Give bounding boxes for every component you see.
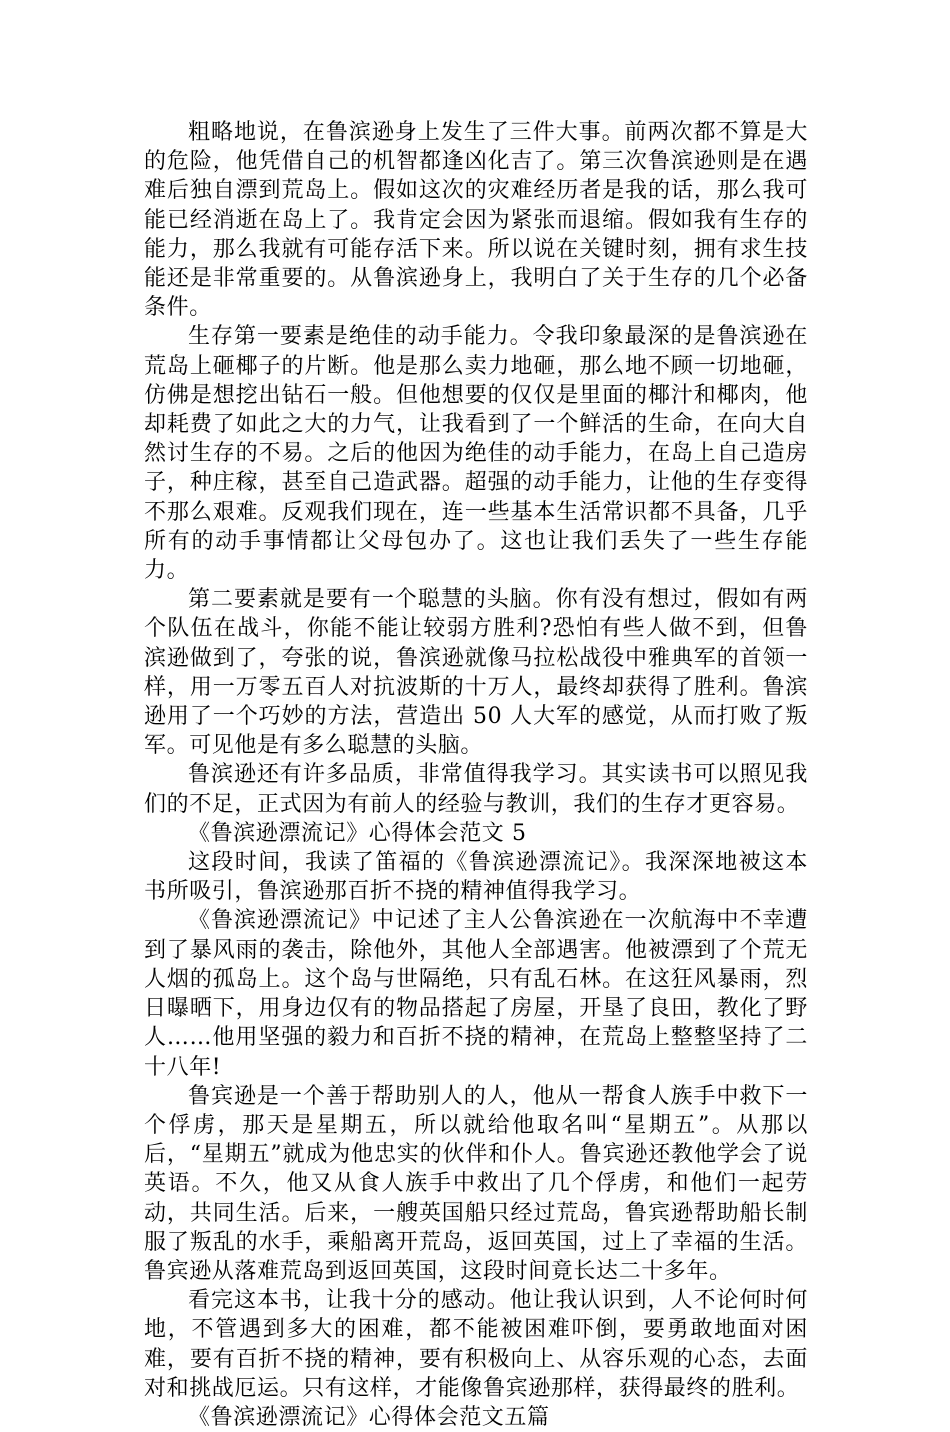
- paragraph: 鲁滨逊还有许多品质，非常值得我学习。其实读书可以照见我们的不足，正式因为有前人的经验与教训，我们的生存才更容易。: [144, 762, 808, 817]
- paragraph: 第二要素就是要有一个聪慧的头脑。你有没有想过，假如有两个队伍在战斗，你能不能让较弱方胜利?恐怕有些人做不到，但鲁滨逊做到了，夸张的说，鲁滨逊就像马拉松战役中雅典军的首领一样，用一万零五百人对抗波斯的十万人，最终却获得了胜利。鲁滨逊用了一个巧妙的方法，营造出 50 人大军的感觉，从而打败了叛军。可见他是有多么聪慧的头脑。: [144, 587, 808, 759]
- document-body: [144, 118, 808, 1432]
- paragraph: 这段时间，我读了笛福的《鲁滨逊漂流记》。我深深地被这本书所吸引，鲁滨逊那百折不挠的精神值得我学习。: [144, 850, 808, 905]
- paragraph: 《鲁滨逊漂流记》中记述了主人公鲁滨逊在一次航海中不幸遭到了暴风雨的袭击，除他外，其他人全部遇害。他被漂到了个荒无人烟的孤岛上。这个岛与世隔绝，只有乱石林。在这狂风暴雨，烈日曝晒下，用身边仅有的物品搭起了房屋，开垦了良田，教化了野人……他用坚强的毅力和百折不挠的精神，在荒岛上整整坚持了二十八年!: [144, 908, 808, 1080]
- paragraph: 鲁宾逊是一个善于帮助别人的人，他从一帮食人族手中救下一个俘虏，那天是星期五，所以就给他取名叫“星期五”。从那以后，“星期五”就成为他忠实的伙伴和仆人。鲁宾逊还教他学会了说英语。不久，他又从食人族手中救出了几个俘虏，和他们一起劳动，共同生活。后来，一艘英国船只经过荒岛，鲁宾逊帮助船长制服了叛乱的水手，乘船离开荒岛，返回英国，过上了幸福的生活。鲁宾逊从落难荒岛到返回英国，这段时间竟长达二十多年。: [144, 1083, 808, 1284]
- paragraph: 生存第一要素是绝佳的动手能力。令我印象最深的是鲁滨逊在荒岛上砸椰子的片断。他是那么卖力地砸，那么地不顾一切地砸，仿佛是想挖出钻石一般。但他想要的仅仅是里面的椰汁和椰肉，他却耗费了如此之大的力气，让我看到了一个鲜活的生命，在向大自然讨生存的不易。之后的他因为绝佳的动手能力，在岛上自己造房子，种庄稼，甚至自己造武器。超强的动手能力，让他的生存变得不那么艰难。反观我们现在，连一些基本生活常识都不具备，几乎所有的动手事情都让父母包办了。这也让我们丢失了一些生存能力。: [144, 324, 808, 584]
- paragraph: 看完这本书，让我十分的感动。他让我认识到，人不论何时何地，不管遇到多大的困难，都不能被困难吓倒，要勇敢地面对困难，要有百折不挠的精神，要有积极向上、从容乐观的心态，去面对和挑战厄运。只有这样，才能像鲁宾逊那样，获得最终的胜利。: [144, 1288, 808, 1401]
- section-heading: 《鲁滨逊漂流记》心得体会范文 5: [188, 820, 527, 846]
- section-heading: 《鲁滨逊漂流记》心得体会范文五篇: [188, 1404, 550, 1430]
- paragraph: 粗略地说，在鲁滨逊身上发生了三件大事。前两次都不算是大的危险，他凭借自己的机智都逢凶化吉了。第三次鲁滨逊则是在遇难后独自漂到荒岛上。假如这次的灾难经历者是我的话，那么我可能已经消逝在岛上了。我肯定会因为紧张而退缩。假如我有生存的能力，那么我就有可能存活下来。所以说在关键时刻，拥有求生技能还是非常重要的。从鲁滨逊身上，我明白了关于生存的几个必备条件。: [144, 120, 808, 321]
